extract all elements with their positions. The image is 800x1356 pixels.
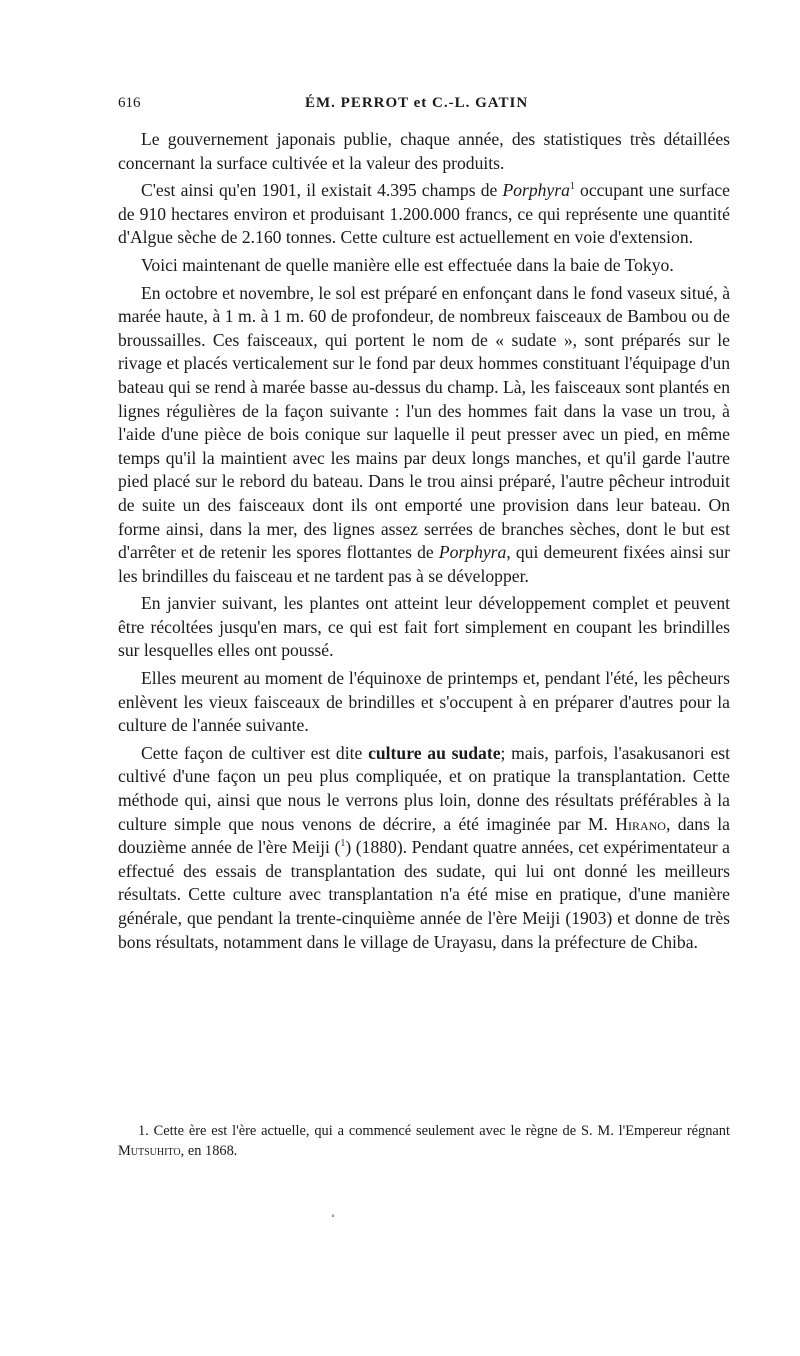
running-head (118, 95, 728, 117)
footnote-ref: 1 (569, 181, 575, 193)
species-term: Porphyra (502, 180, 570, 201)
emperor-name: Mutsuhito (118, 1143, 181, 1159)
paragraph-4 (118, 282, 730, 589)
paragraph-7-text-d: ) (1880). Pendant quatre années, cet expérimentateur a effectué des essais de transplantation des sudate, qui lui ont donné les meilleurs résultats. Cette culture avec transplantation n'a été mise en pratique, d'une manière générale, que pendant la trente-cinquième année de l'ère Meiji (1903) et donne de très bons résultats, notamment dans le village de Urayasu, dans la préfecture de Chiba. (118, 837, 730, 952)
paragraph-2-text-a: C'est ainsi qu'en 1901, il existait 4.395 champs de (141, 180, 503, 201)
paragraph-6: Elles meurent au moment de l'équinoxe de printemps et, pendant l'été, les pêcheurs enlèvent les vieux faisceaux de brindilles et s'occupent à en préparer d'autres pour la culture de l'année suivante. (118, 668, 730, 736)
footnote (118, 1121, 730, 1161)
paragraph-4-text-b: , qui demeurent fixées ainsi sur les brindilles du faisceau et ne tardent pas à se développer. (118, 542, 730, 586)
stray-ink-mark: ˚ (331, 1212, 335, 1226)
paragraph-1: Le gouvernement japonais publie, chaque année, des statistiques très détaillées concernant la surface cultivée et la valeur des produits. (118, 129, 730, 173)
paragraph-7-text-c: , dans la douzième année de l'ère Meiji ( (118, 813, 730, 858)
paragraph-7-text-a: Cette façon de cultiver est dite (141, 742, 369, 763)
paragraph-4-text-a: En octobre et novembre, le sol est préparé en enfonçant dans le fond vaseux situé, à marée haute, à 1 m. à 1 m. 60 de profondeur, de nombreux faisceaux de Bambou ou de broussailles. Ces faisceaux, qui portent le nom de « sudate », sont préparés sur le rivage et placés verticalement sur le fond par deux hommes constituant l'équipage d'un bateau qui se rend à marée basse au-dessus du champ. Là, les faisceaux sont plantés en lignes régulières de la façon suivante : l'un des hommes fait dans la vase un trou, à l'aide d'une pièce de bois conique sur laquelle il peut presser avec un pied, en même temps qu'il la maintient avec les mains par deux longs manches, et qu'il garde l'autre pied placé sur le rebord du bateau. Dans le trou ainsi préparé, l'autre pêcheur introduit de suite un des faisceaux dont ils ont emporté une provision dans leur bateau. On forme ainsi, dans la mer, des lignes assez serrées de branches sèches, dont le but est d'arrêter et de retenir les spores flottantes de (118, 282, 730, 563)
paragraph-2-text-b: occupant une surface de 910 hectares environ et produisant 1.200.000 francs, ce qui représente une quantité d'Algue sèche de 2.160 tonnes. Cette culture est actuellement en voie d'extension. (118, 180, 730, 248)
person-name: Hirano (615, 813, 666, 834)
paragraph-7-text-b: ; mais, parfois, l'asakusanori est cultivé d'une façon un peu plus compliquée, et on pratique la transplantation. Cette méthode qui, ainsi que nous le verrons plus loin, donne des résultats préférables à la culture simple que nous venons de décrire, a été imaginée par M. (118, 742, 731, 834)
running-head-authors: ÉM. PERROT et C.-L. GATIN (305, 95, 529, 111)
footnote-ref: 1 (340, 838, 346, 850)
body-text (118, 128, 730, 954)
bold-term: culture au sudate (368, 742, 501, 763)
species-term: Porphyra (438, 542, 507, 563)
page-number: 616 (118, 95, 141, 111)
footnote-text-b: , en 1868. (180, 1143, 238, 1159)
paragraph-3: Voici maintenant de quelle manière elle est effectuée dans la baie de Tokyo. (141, 254, 674, 275)
paragraph-5: En janvier suivant, les plantes ont atteint leur développement complet et peuvent être récoltées jusqu'en mars, ce qui est fait fort simplement en coupant les brindilles sur lesquelles elles ont poussé. (118, 593, 730, 661)
paragraph-7 (118, 742, 730, 954)
footnote-text (118, 1121, 730, 1161)
footnote-text-a: 1. Cette ère est l'ère actuelle, qui a commencé seulement avec le règne de S. M. l'Empereur régnant (138, 1123, 730, 1139)
paragraph-2 (118, 179, 730, 250)
